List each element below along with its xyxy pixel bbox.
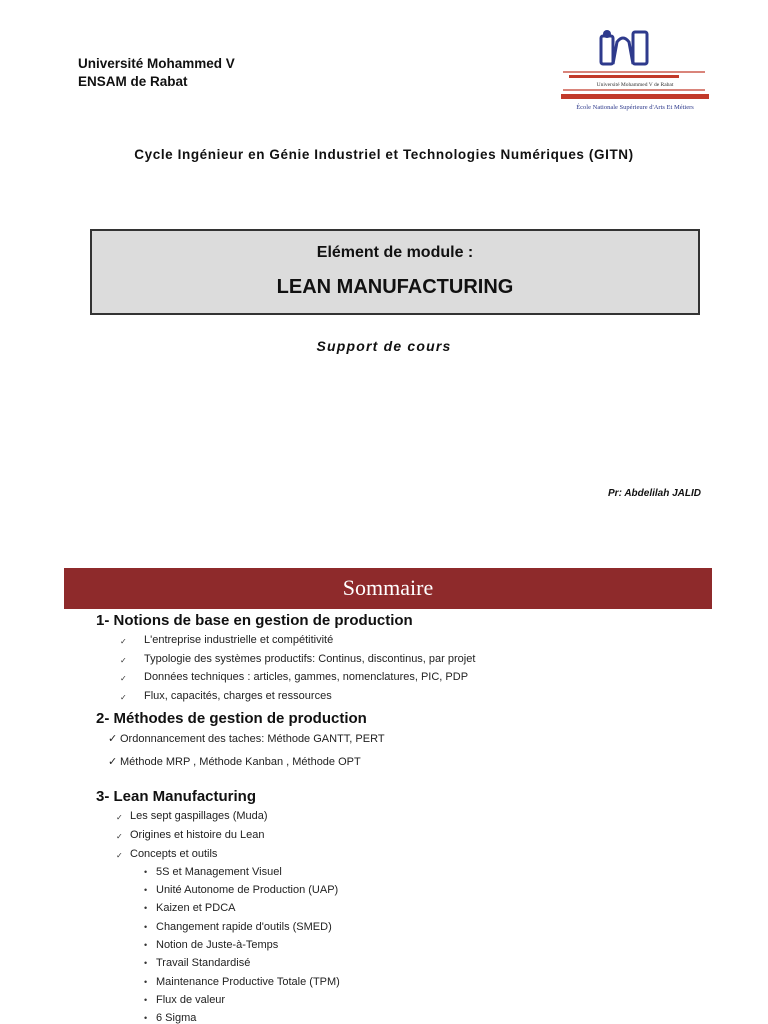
check-icon: ✓ xyxy=(116,851,123,860)
section1-item: Typologie des systèmes productifs: Continus, discontinus, par projet xyxy=(144,653,476,665)
logo-text-en: Université Mohammed V de Rabat xyxy=(596,82,674,88)
section1-item: Flux, capacités, charges et ressources xyxy=(144,690,332,702)
logo-text-fr: École Nationale Supérieure d'Arts Et Métiers xyxy=(576,104,694,111)
bullet-icon: • xyxy=(144,958,148,968)
section3-subitem: Notion de Juste-à-Temps xyxy=(156,939,279,951)
check-icon: ✓ xyxy=(116,832,123,841)
check-icon: ✓ xyxy=(108,756,118,768)
check-icon: ✓ xyxy=(120,693,127,702)
sommaire-banner: Sommaire xyxy=(64,568,712,609)
bullet-icon: • xyxy=(144,885,148,895)
section3-subitem: 6 Sigma xyxy=(156,1012,197,1024)
bullet-icon: • xyxy=(144,867,148,877)
university-name: Université Mohammed V xyxy=(78,56,235,71)
program-title: Cycle Ingénieur en Génie Industriel et Technologies Numériques (GITN) xyxy=(134,147,634,162)
section3-subitem: Kaizen et PDCA xyxy=(156,902,236,914)
support-label: Support de cours xyxy=(316,338,452,354)
section2-title: 2- Méthodes de gestion de production xyxy=(96,710,367,727)
section1-item: L'entreprise industrielle et compétitivité xyxy=(144,634,334,646)
section1-title: 1- Notions de base en gestion de production xyxy=(96,612,413,629)
section2-item: Méthode MRP , Méthode Kanban , Méthode OPT xyxy=(120,756,361,768)
university-block xyxy=(78,55,235,91)
section3-item: Les sept gaspillages (Muda) xyxy=(130,810,268,822)
bullet-icon: • xyxy=(144,922,148,932)
bullet-icon: • xyxy=(144,940,148,950)
check-icon: ✓ xyxy=(120,656,127,665)
check-icon: ✓ xyxy=(120,674,127,683)
module-title: LEAN MANUFACTURING xyxy=(276,276,514,298)
section2-item: Ordonnancement des taches: Méthode GANTT, PERT xyxy=(120,733,385,745)
section3-item: Origines et histoire du Lean xyxy=(130,829,265,841)
section3-subitem: Maintenance Productive Totale (TPM) xyxy=(156,976,340,988)
section3-subitem: Changement rapide d'outils (SMED) xyxy=(156,921,332,933)
university-logo xyxy=(555,28,715,122)
section3-subitem: Travail Standardisé xyxy=(156,957,251,969)
bullet-icon: • xyxy=(144,903,148,913)
professor-name: Pr: Abdelilah JALID xyxy=(608,488,701,499)
bullet-icon: • xyxy=(144,977,148,987)
bullet-icon: • xyxy=(144,995,148,1005)
section3-subitem: Unité Autonome de Production (UAP) xyxy=(156,884,339,896)
school-name: ENSAM de Rabat xyxy=(78,74,188,89)
check-icon: ✓ xyxy=(116,813,123,822)
section3-subitem: 5S et Management Visuel xyxy=(156,866,282,878)
module-label: Elément de module : xyxy=(316,244,474,261)
module-box xyxy=(90,229,700,315)
section3-title: 3- Lean Manufacturing xyxy=(96,788,257,805)
section3-item: Concepts et outils xyxy=(130,848,218,860)
section3-subitem: Flux de valeur xyxy=(156,994,226,1006)
section1-item: Données techniques : articles, gammes, nomenclatures, PIC, PDP xyxy=(144,671,469,683)
check-icon: ✓ xyxy=(120,637,127,646)
check-icon: ✓ xyxy=(108,733,118,745)
bullet-icon: • xyxy=(144,1013,148,1023)
